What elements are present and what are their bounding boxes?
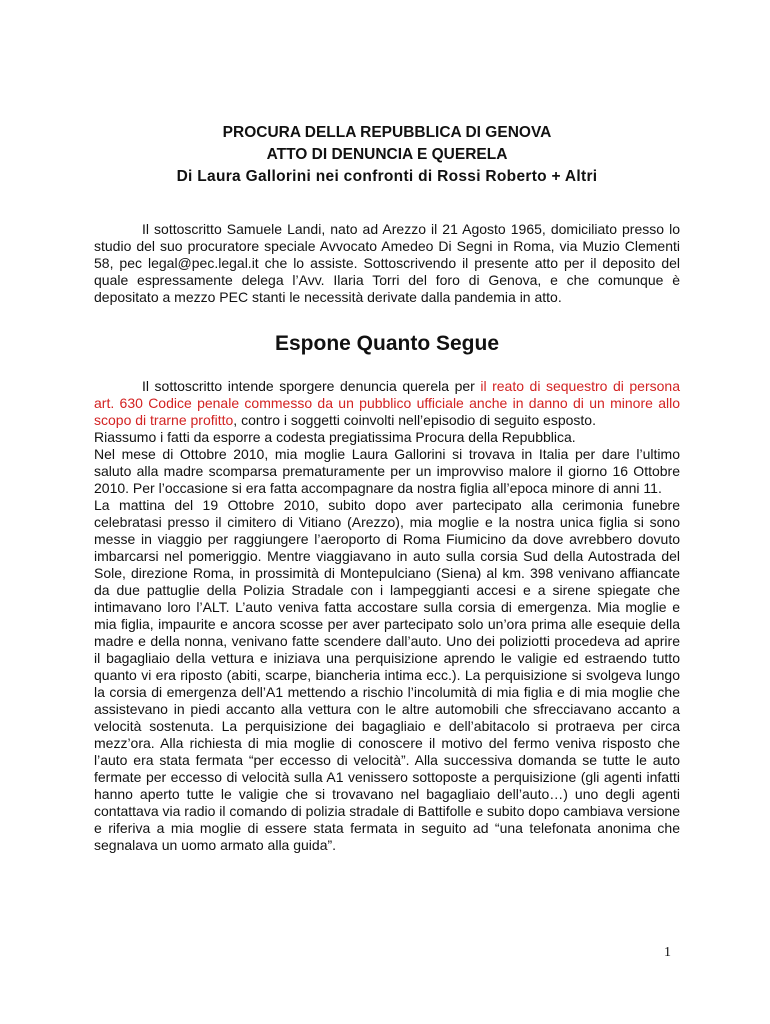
header-office: PROCURA DELLA REPUBBLICA DI GENOVA [222, 124, 552, 141]
crime-highlight: il reato di sequestro di persona art. 630 Codice penale commesso da un pubblico ufficiale anche in danno di un minore allo scopo di trarne profitto [94, 378, 680, 428]
complaint-tail: , contro i soggetti coinvolti nell’episodio di seguito esposto. [233, 412, 596, 428]
page-number: 1 [664, 945, 671, 960]
complaint-lead: Il sottoscritto intende sporgere denuncia querela per [142, 378, 481, 394]
header-document-type: ATTO DI DENUNCIA E QUERELA [266, 146, 508, 163]
document-page [94, 0, 680, 854]
complaint-paragraph [94, 378, 680, 429]
section-title: Espone Quanto Segue [274, 332, 500, 355]
events-paragraph: La mattina del 19 Ottobre 2010, subito dopo aver partecipato alla cerimonia funebre celebratasi presso il cimitero di Vitiano (Arezzo), mia moglie e la nostra unica figlia si sono messe in viaggio per raggiungere l’aeroporto di Roma Fiumicino da dove avrebbero dovuto imbarcarsi nel pomeriggio. Mentre viaggiavano in auto sulla corsia Sud della Autostrada del Sole, direzione Roma, in prossimità di Montepulciano (Siena) al km. 398 venivano affiancate da due pattuglie della Polizia Stradale con i lampeggianti accesi e a sirene spiegate che intimavano loro l’ALT. L’auto veniva fatta accostare sulla corsia di emergenza. Mia moglie e mia figlia, impaurite e ancora scosse per aver partecipato solo un’ora prima alle esequie della madre e della nonna, venivano fatte scendere dall’auto. Uno dei poliziotti procedeva ad aprire il bagagliaio della vettura e iniziava una perquisizione aprendo le valigie ed estraendo tutto quanto vi era riposto (abiti, scarpe, biancheria intima ecc.). La perquisizione si svolgeva lungo la corsia di emergenza dell’A1 mettendo a rischio l’incolumità di mia figlia e di mia moglie che assistevano in piedi accanto alla vettura con le altre automobili che sfrecciavano accanto a velocità sostenuta. La perquisizione dei bagagliaio e dell’abitacolo si protraeva per circa mezz’ora. Alla richiesta di mia moglie di conoscere il motivo del fermo veniva risposto che l’auto era stata fermata “per eccesso di velocità”. Alla successiva domanda se tutte le auto fermate per eccesso di velocità sulla A1 venissero sottoposte a perquisizione (gli agenti infatti hanno aperto tutte le valigie che si trovavano nel bagagliaio dell’auto…) uno degli agenti contattava via radio il comando di polizia stradale di Battifolle e subito dopo cambiava versione e riferiva a mia moglie di essere stata fermata in seguito ad “una telefonata anonima che segnalava un uomo armato alla guida”. [94, 497, 681, 853]
background-paragraph: Nel mese di Ottobre 2010, mia moglie Laura Gallorini si trovava in Italia per dare l’ultimo saluto alla madre scomparsa prematuramente per un improvviso malore il giorno 16 Ottobre 2010. Per l’occasione si era fatta accompagnare da nostra figlia all’epoca minore di anni 11. [94, 446, 680, 496]
intro-paragraph: Il sottoscritto Samuele Landi, nato ad Arezzo il 21 Agosto 1965, domiciliato presso lo studio del suo procuratore speciale Avvocato Amedeo Di Segni in Roma, via Muzio Clementi 58, pec legal@pec.legal.it che lo assiste. Sottoscrivendo il presente atto per il deposito del quale espressamente delega l’Avv. Ilaria Torri del foro di Genova, e che comunque è depositato a mezzo PEC stanti le necessità derivate dalla pandemia in atto. [94, 221, 680, 305]
summary-paragraph: Riassumo i fatti da esporre a codesta pregiatissima Procura della Repubblica. [94, 429, 576, 445]
header-parties: Di Laura Gallorini nei confronti di Rossi Roberto + Altri [176, 168, 598, 185]
